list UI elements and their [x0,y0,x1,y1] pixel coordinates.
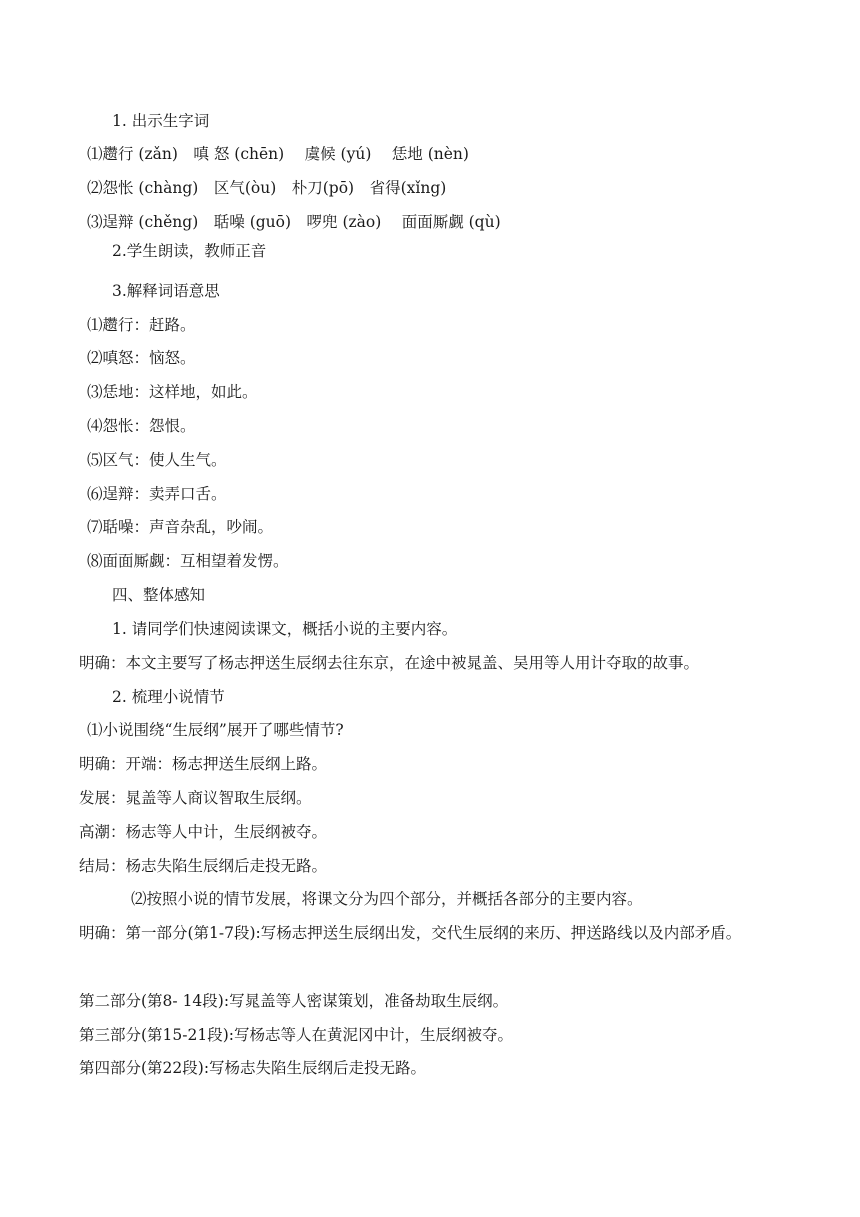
heading-reading-correction: 2.学生朗读，教师正音 [112,242,267,260]
question-summary: 1. 请同学们快速阅读课文，概括小说的主要内容。 [112,620,458,638]
plot-development: 发展：晁盖等人商议智取生辰纲。 [79,789,312,807]
vocab-line-3: ⑶逞辩 (chěng) 聒噪 (guō) 啰兜 (zào) 面面厮觑 (qù) [87,213,501,231]
answer-part-four: 第四部分(第22段):写杨志失陷生辰纲后走投无路。 [79,1059,427,1077]
plot-ending: 结局：杨志失陷生辰纲后走投无路。 [79,857,328,875]
answer-part-three: 第三部分(第15-21段):写杨志等人在黄泥冈中计，生辰纲被夺。 [79,1026,514,1044]
definition-item-2: ⑵嗔怒：恼怒。 [87,349,196,367]
definition-item-5: ⑸区气：使人生气。 [87,451,227,469]
section-heading-overall: 四、整体感知 [112,586,206,604]
vocab-line-1: ⑴趱行 (zǎn) 嗔 怒 (chēn) 虞候 (yú) 恁地 (nèn) [87,145,469,163]
heading-explain-words: 3.解释词语意思 [112,282,220,300]
plot-climax: 高潮：杨志等人中计，生辰纲被夺。 [79,823,328,841]
question-plot-episodes: ⑴小说围绕“生辰纲”展开了哪些情节? [87,721,344,739]
definition-item-3: ⑶恁地：这样地，如此。 [87,383,258,401]
definition-item-8: ⑻面面厮觑：互相望着发愣。 [87,552,289,570]
definition-item-6: ⑹逞辩：卖弄口舌。 [87,485,227,503]
heading-plot-outline: 2. 梳理小说情节 [112,688,225,706]
answer-summary: 明确：本文主要写了杨志押送生辰纲去往东京，在途中被晁盖、吴用等人用计夺取的故事。 [79,654,700,672]
definition-item-1: ⑴趱行：赶路。 [87,316,196,334]
definition-item-7: ⑺聒噪：声音杂乱，吵闹。 [87,518,274,536]
definition-item-4: ⑷怨怅：怨恨。 [87,417,196,435]
plot-opening: 明确：开端：杨志押送生辰纲上路。 [79,755,328,773]
heading-show-new-words: 1. 出示生字词 [112,112,210,130]
question-four-parts: ⑵按照小说的情节发展，将课文分为四个部分，并概括各部分的主要内容。 [131,890,643,908]
answer-part-two: 第二部分(第8- 14段):写晁盖等人密谋策划，准备劫取生辰纲。 [79,992,509,1010]
vocab-line-2: ⑵怨怅 (chàng) 区气(òu) 朴刀(pō) 省得(xǐng) [87,179,447,197]
answer-part-one: 明确：第一部分(第1-7段):写杨志押送生辰纲出发，交代生辰纲的来历、押送路线以及内部矛盾。 [79,924,742,942]
